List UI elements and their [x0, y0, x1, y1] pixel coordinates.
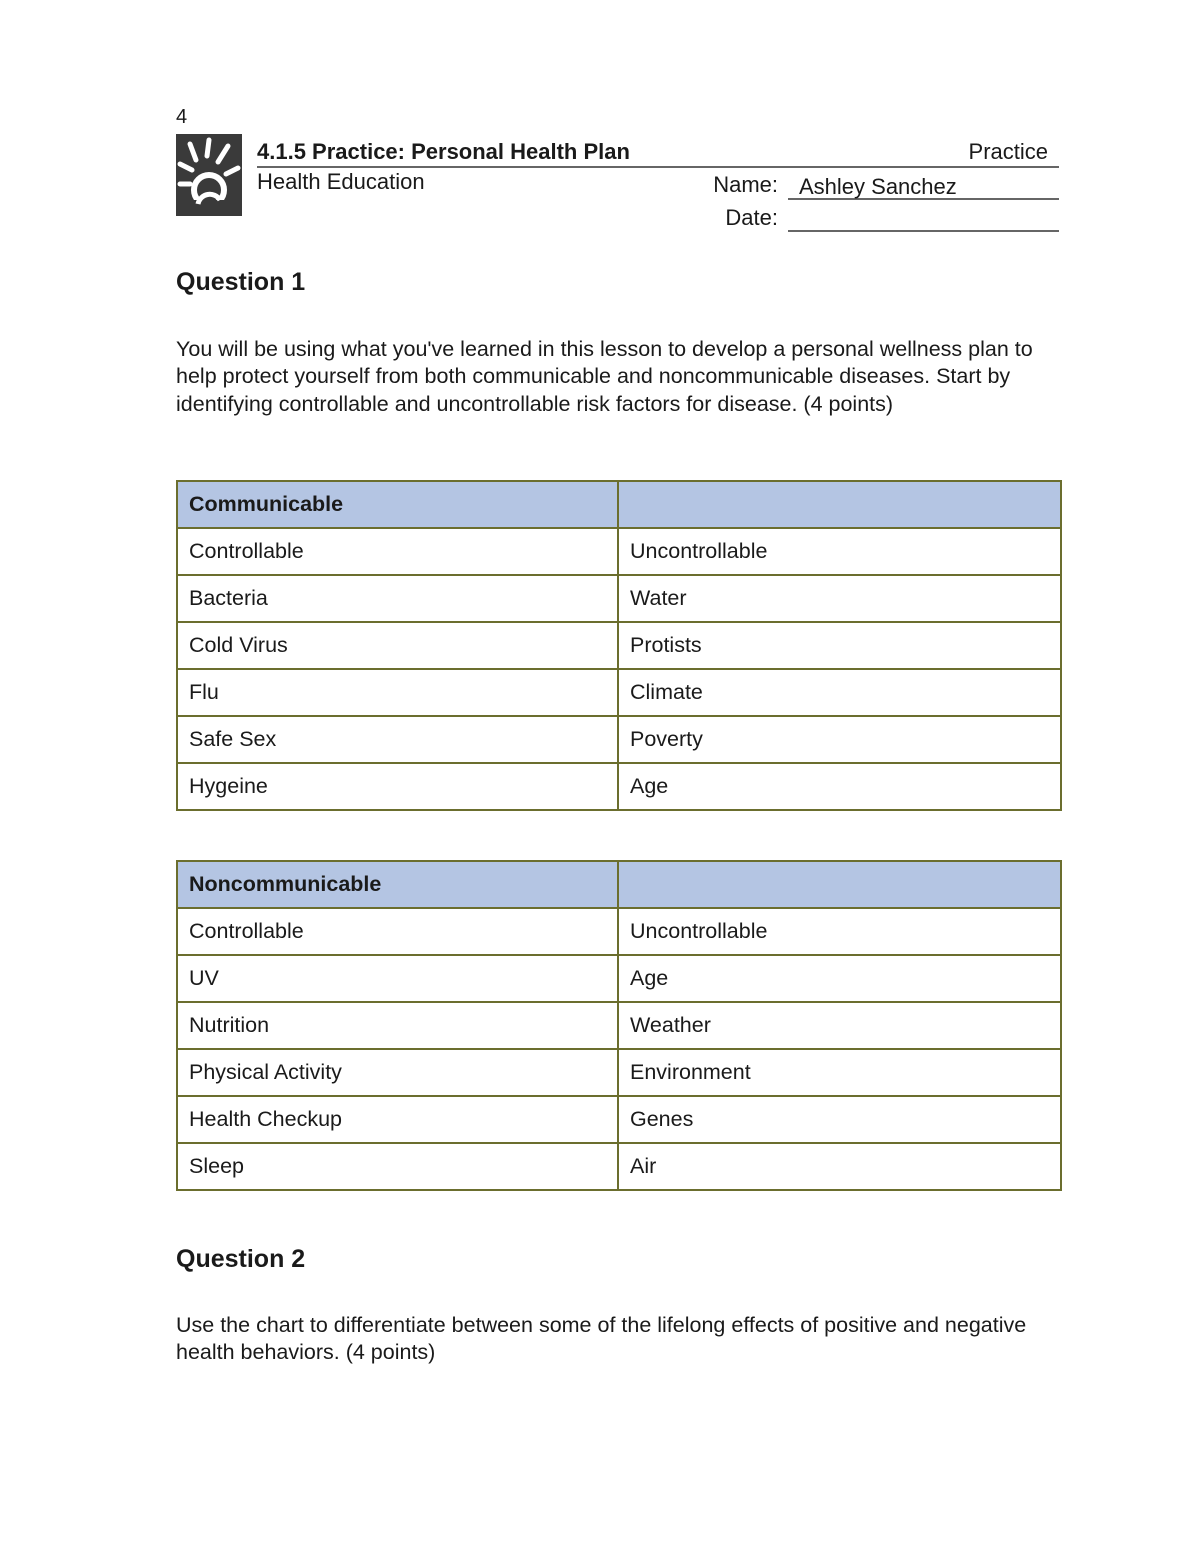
- table-cell[interactable]: Flu: [177, 669, 618, 716]
- table-header-row: [177, 861, 1061, 908]
- table-row: [177, 955, 1061, 1002]
- page-number: 4: [176, 106, 188, 128]
- table-row: [177, 1002, 1061, 1049]
- table-row: [177, 669, 1061, 716]
- table-cell[interactable]: Water: [618, 575, 1061, 622]
- table-header-cell[interactable]: [618, 861, 1061, 908]
- question-2-text: Use the chart to differentiate between some of the lifelong effects of positive and negative health behaviors. (4 points): [176, 1313, 1027, 1365]
- table-row: [177, 528, 1061, 575]
- table-cell[interactable]: Weather: [618, 1002, 1061, 1049]
- name-field[interactable]: Ashley Sanchez: [788, 174, 1059, 200]
- table-cell[interactable]: Protists: [618, 622, 1061, 669]
- table-cell[interactable]: Uncontrollable: [618, 528, 1061, 575]
- table-cell[interactable]: Poverty: [618, 716, 1061, 763]
- header-divider: [257, 166, 1059, 168]
- table-header-cell[interactable]: [618, 481, 1061, 528]
- communicable-table: [176, 480, 1062, 811]
- table-row: [177, 622, 1061, 669]
- table-cell[interactable]: Uncontrollable: [618, 908, 1061, 955]
- worksheet-type: Practice: [968, 139, 1048, 164]
- table-row: [177, 763, 1061, 810]
- table-cell[interactable]: Age: [618, 763, 1061, 810]
- sun-logo-icon: [176, 134, 242, 216]
- table-row: [177, 908, 1061, 955]
- course-name: Health Education: [257, 169, 425, 194]
- question-1-heading: Question 1: [176, 268, 306, 296]
- question-1-text: You will be using what you've learned in this lesson to develop a personal wellness plan to help protect yourself from both communicable and noncommunicable diseases. Start by identifying controllable and uncontrollable risk factors for disease. (4 points): [176, 337, 1033, 416]
- table-cell[interactable]: UV: [177, 955, 618, 1002]
- table-cell[interactable]: Bacteria: [177, 575, 618, 622]
- table-cell[interactable]: Controllable: [177, 528, 618, 575]
- table-cell[interactable]: Hygeine: [177, 763, 618, 810]
- name-label: Name:: [713, 172, 778, 197]
- table-cell[interactable]: Environment: [618, 1049, 1061, 1096]
- question-2-heading: Question 2: [176, 1245, 306, 1273]
- table-header-row: [177, 481, 1061, 528]
- table-header-cell: Communicable: [177, 481, 618, 528]
- noncommunicable-table: [176, 860, 1062, 1191]
- table-cell[interactable]: Cold Virus: [177, 622, 618, 669]
- table-row: [177, 1096, 1061, 1143]
- table-cell[interactable]: Genes: [618, 1096, 1061, 1143]
- table-cell[interactable]: Physical Activity: [177, 1049, 618, 1096]
- table-row: [177, 1143, 1061, 1190]
- table-row: [177, 716, 1061, 763]
- worksheet-title: 4.1.5 Practice: Personal Health Plan: [257, 139, 630, 164]
- date-field[interactable]: [788, 206, 1059, 232]
- table-cell[interactable]: Sleep: [177, 1143, 618, 1190]
- table-row: [177, 1049, 1061, 1096]
- table-cell[interactable]: Safe Sex: [177, 716, 618, 763]
- table-header-cell: Noncommunicable: [177, 861, 618, 908]
- table-cell[interactable]: Controllable: [177, 908, 618, 955]
- table-cell[interactable]: Age: [618, 955, 1061, 1002]
- table-cell[interactable]: Health Checkup: [177, 1096, 618, 1143]
- table-cell[interactable]: Climate: [618, 669, 1061, 716]
- table-cell[interactable]: Air: [618, 1143, 1061, 1190]
- date-label: Date:: [725, 205, 778, 230]
- table-cell[interactable]: Nutrition: [177, 1002, 618, 1049]
- table-row: [177, 575, 1061, 622]
